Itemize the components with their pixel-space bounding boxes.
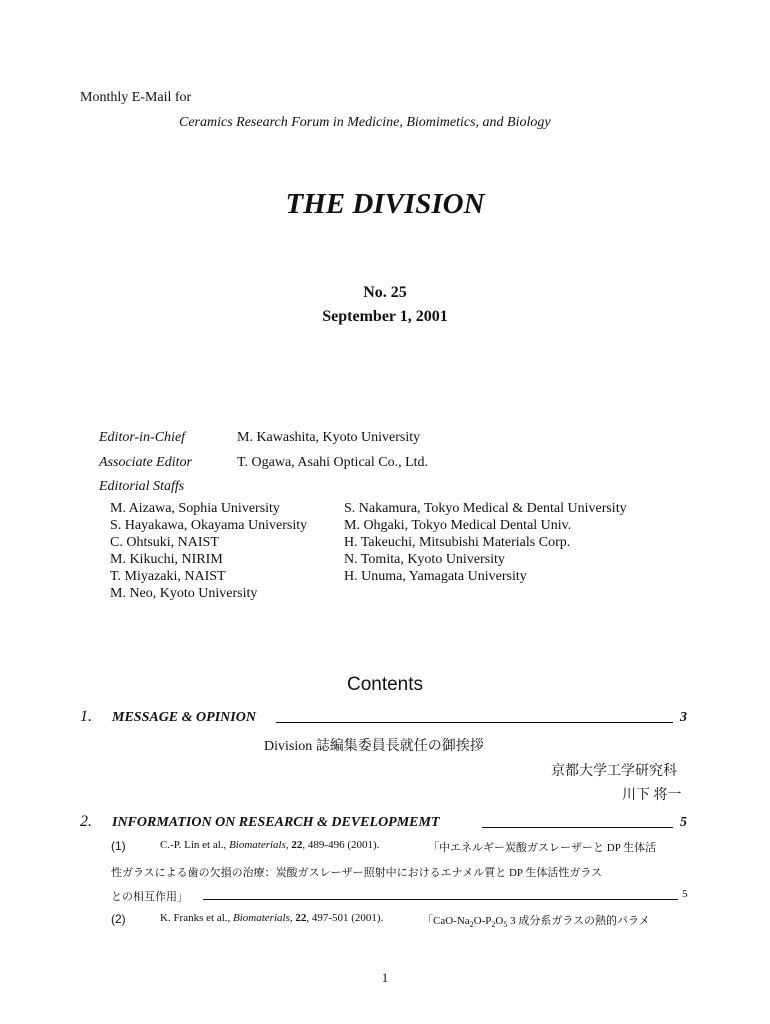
editorial-staffs-label: Editorial Staffs: [99, 479, 185, 494]
editor-in-chief-value: M. Kawashita, Kyoto University: [237, 430, 421, 445]
toc-item-citation[interactable]: K. Franks et al., Biomaterials, 22, 497-501 (2001).: [160, 912, 384, 924]
toc-item-jp-line: 性ガラスによる歯の欠損の治療：炭酸ガスレーザー照射中におけるエナメル質と DP 生体活性ガラス: [111, 867, 603, 879]
toc-section-title[interactable]: INFORMATION ON RESEARCH & DEVELOPMEMT: [112, 815, 440, 830]
staff-list-right: [344, 500, 627, 585]
issue-date: September 1, 2001: [322, 308, 448, 325]
staff-member: H. Takeuchi, Mitsubishi Materials Corp.: [344, 535, 571, 550]
toc-section-title[interactable]: MESSAGE & OPINION: [112, 710, 256, 725]
staff-member: M. Aizawa, Sophia University: [110, 501, 280, 516]
contents-heading: Contents: [346, 674, 424, 695]
toc-section-page: 3: [680, 710, 687, 725]
staff-member: M. Ohgaki, Tokyo Medical Dental Univ.: [344, 518, 572, 533]
issue-number: No. 25: [363, 284, 407, 301]
staff-member: S. Hayakawa, Okayama University: [110, 518, 308, 533]
newsletter-subtitle: Monthly E-Mail for: [80, 90, 192, 105]
toc-section-number: 2.: [80, 813, 92, 830]
toc-section-number: 1.: [80, 708, 92, 725]
toc-item-jp-line: 「中エネルギー炭酸ガスレーザーと DP 生体活: [428, 842, 657, 854]
staff-member: M. Kikuchi, NIRIM: [110, 552, 223, 567]
associate-editor-label: Associate Editor: [99, 455, 192, 470]
toc-item-jp-line: 「CaO-$Na_2O-P_2O_5$ 3 成分系ガラスの熱的パラメ: [422, 915, 650, 930]
toc-author: 川下 将一: [622, 788, 682, 803]
staff-member: N. Tomita, Kyoto University: [344, 552, 505, 567]
document-title: THE DIVISION: [285, 188, 485, 220]
toc-item-number: (2): [111, 912, 126, 926]
toc-section-page: 5: [680, 815, 687, 830]
staff-member: S. Nakamura, Tokyo Medical & Dental University: [344, 501, 627, 516]
staff-member: C. Ohtsuki, NAIST: [110, 535, 219, 550]
toc-item-number: (1): [111, 839, 126, 853]
toc-leader-line: [276, 722, 673, 723]
editor-in-chief-label: Editor-in-Chief: [99, 430, 186, 445]
toc-subtitle: Division 誌編集委員長就任の御挨拶: [264, 739, 484, 754]
toc-item-page: 5: [682, 888, 688, 900]
staff-member: M. Neo, Kyoto University: [110, 586, 258, 601]
associate-editor-value: T. Ogawa, Asahi Optical Co., Ltd.: [237, 455, 429, 470]
toc-leader-line: [203, 899, 678, 900]
staff-list-left: [110, 500, 307, 602]
staff-member: T. Miyazaki, NAIST: [110, 569, 226, 584]
toc-item-citation[interactable]: C.-P. Lin et al., Biomaterials, 22, 489-496 (2001).: [160, 839, 380, 851]
forum-name: Ceramics Research Forum in Medicine, Biomimetics, and Biology: [179, 115, 551, 130]
toc-leader-line: [482, 827, 673, 828]
page-number: 1: [381, 970, 389, 985]
staff-member: H. Unuma, Yamagata University: [344, 569, 527, 584]
toc-item-jp-line: との相互作用」: [111, 891, 188, 903]
toc-affiliation: 京都大学工学研究科: [551, 764, 677, 779]
